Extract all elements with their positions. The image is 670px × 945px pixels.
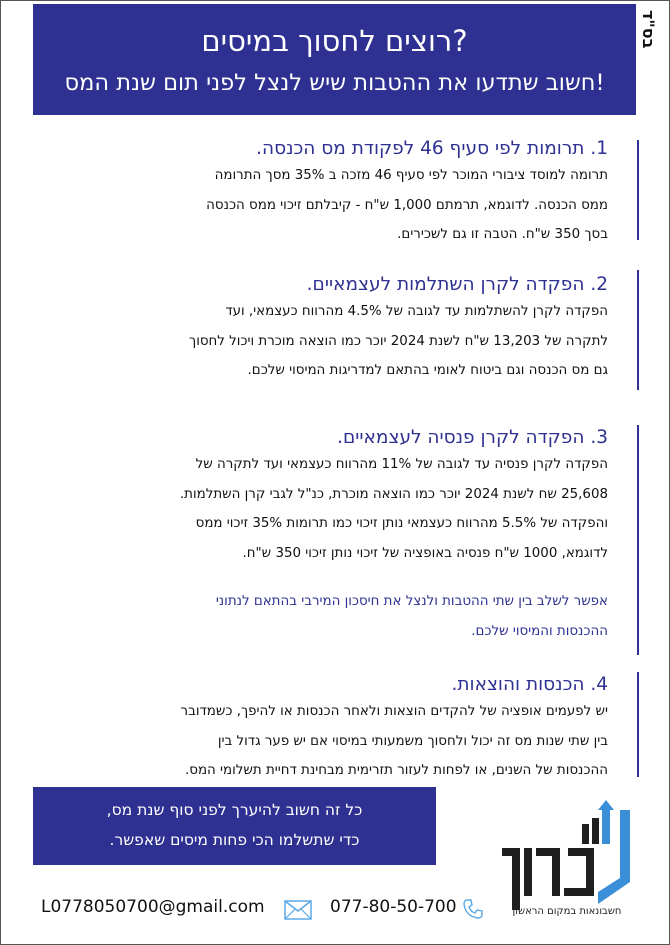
combine-note-line: ההכנסות והמיסוי שלכם. xyxy=(471,623,608,639)
section-4-rule xyxy=(637,672,639,777)
contact-email[interactable]: L0778050700@gmail.com xyxy=(41,897,265,917)
section-1-rule xyxy=(637,140,639,240)
section-2 xyxy=(189,273,608,386)
section-3-rule xyxy=(637,425,639,655)
envelope-icon xyxy=(284,900,312,920)
section-1-title: 1. תרומות לפי סעיף 46 לפקודת מס הכנסה. xyxy=(256,138,608,159)
section-4-line: בין שתי שנות מס זה יכול ולחסוך משמעותי במיסוי אם יש פער גדול בין xyxy=(217,733,608,749)
section-3 xyxy=(180,426,608,568)
logo-letter-nun xyxy=(502,848,520,910)
section-3-line: והפקדה של 5.5% מהרווח כעצמאי נותן זיכוי כמו תרומות 35% זיכוי ממס xyxy=(195,516,608,531)
bar-chart-arrow-icon xyxy=(582,800,614,844)
logo-letter-vav xyxy=(524,848,532,896)
section-3-line: הפקדה לקרן פנסיה עד לגובה של 11% מהרווח כעצמאי ועד לתקרה של xyxy=(195,457,608,472)
logo-letter-bet xyxy=(564,848,594,896)
callout-line-1: כל זה חשוב להיערך לפני סוף שנת מס, xyxy=(106,801,363,819)
section-1-line: ממס הכנסה. לדוגמא, תרמתם 1,000 ש"ח - קיבלתם זיכוי ממס הכנסה xyxy=(206,197,608,213)
section-2-title: 2. הפקדה לקרן השתלמות לעצמאיים. xyxy=(306,274,608,295)
callout-box xyxy=(33,787,436,865)
section-4-line: יש לפעמים אופציה של להקדים הוצאות ולאחר הכנסות או להיפך, כשמדובר xyxy=(180,704,608,719)
corner-mark xyxy=(636,4,670,80)
section-3-title: 3. הפקדה לקרן פנסיה לעצמאיים. xyxy=(337,427,608,448)
logo-letter-resh xyxy=(536,848,560,896)
callout-line-2: כדי שתשלמו הכי פחות מיסים שאפשר. xyxy=(109,831,360,849)
section-1 xyxy=(206,137,608,250)
section-4-title: 4. הכנסות והוצאות. xyxy=(451,674,608,695)
section-4 xyxy=(181,673,608,786)
section-4-line: ההכנסות של השנים, או לפחות לעזור תזרימית מבחינת דחיית תשלומי המס. xyxy=(185,763,608,778)
section-2-rule xyxy=(637,270,639,390)
page-title: רוצים לחסוך במיסים? xyxy=(201,24,468,58)
page-subtitle: חשוב שתדעו את ההטבות שיש לנצל לפני תום שנת המס! xyxy=(64,70,605,96)
logo-tagline: חשבונאות במקום הראשון xyxy=(512,906,622,917)
section-2-line: לתקרה של 13,203 ש"ח לשנת 2024 יוכר כמו הוצאה מוכרת ויכול לחסוך xyxy=(189,333,608,349)
combine-note-line: אפשר לשלב בין שתי ההטבות ולנצל את חיסכון המירבי בהתאם לנתוני xyxy=(215,594,608,609)
contact-phone[interactable]: 077-80-50-700 xyxy=(330,897,457,917)
section-1-line: בסך 350 ש"ח. הטבה זו גם לשכירים. xyxy=(397,227,608,242)
corner-mark-text: בס"ד xyxy=(639,10,658,49)
section-2-line: גם מס הכנסה וגם ביטוח לאומי בהתאם למדריגות המיסוי שלכם. xyxy=(247,363,608,378)
section-3-line: לדוגמא, 1000 ש"ח פנסיה באופציה של זיכוי נותן זיכוי 350 ש"ח. xyxy=(242,545,608,561)
phone-icon xyxy=(462,898,484,920)
header-banner xyxy=(33,4,636,115)
combine-note xyxy=(216,587,608,646)
section-1-line: תרומה למוסד ציבורי המוכר לפי סעיף 46 מזכה ב 35% מסך התרומה xyxy=(214,168,608,183)
section-3-line: 25,608 שח לשנת 2024 יוכר כמו הוצאה מוכרת, כנ"ל לגבי קרן השתלמות. xyxy=(179,486,608,502)
section-2-line: הפקדה לקרן להשתלמות עד לגובה של 4.5% מהרווח כעצמאי, ועד xyxy=(225,304,608,319)
